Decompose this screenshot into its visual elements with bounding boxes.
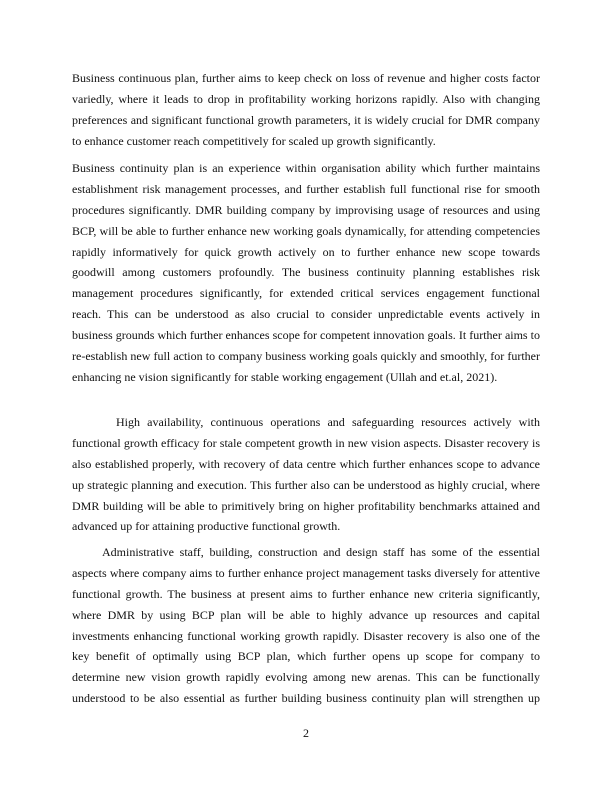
paragraph-3 [72, 412, 540, 537]
text-line: business grounds which further enhances scope for competent innovation goals. It further aims to [72, 328, 540, 343]
text-line: re-establish new full action to company business working goals quickly and smoothly, for further [72, 349, 540, 364]
text-line: Administrative staff, building, construction and design staff has some of the essential [102, 545, 540, 559]
text-line: rapidly informatively for quick growth actively on to further enhance new scope towards [72, 244, 540, 259]
paragraph-2 [72, 158, 540, 388]
text-line: to enhance customer reach competitively for scaled up growth significantly. [72, 133, 436, 148]
text-line: investments enhancing functional working growth rapidly. Disaster recovery is also one of the [72, 628, 540, 643]
text-line: BCP, will be able to further enhance new working goals dynamically, for attending competencies [72, 223, 540, 238]
text-line: variedly, where it leads to drop in profitability working horizons rapidly. Also with changing [72, 91, 540, 106]
text-line: management procedures significantly, for extended critical services engagement functional [72, 286, 540, 301]
text-line: preferences and significant functional growth parameters, it is widely crucial for DMR company [72, 112, 540, 127]
text-line: determine new vision growth rapidly evolving among new arenas. This can be functionally [72, 670, 540, 685]
text-line: goodwill among customers profoundly. The business continuity planning establishes risk [72, 265, 540, 280]
paragraph-1 [72, 68, 540, 152]
text-line: procedures significantly. DMR building company by improvising usage of resources and using [72, 202, 540, 217]
text-line: where DMR by using BCP plan will be able to highly advance up resources and capital [72, 607, 540, 622]
text-line: Business continuity plan is an experience within organisation ability which further maintains [72, 161, 540, 175]
text-line: key benefit of optimally using BCP plan, which further opens up scope for company to [72, 649, 540, 664]
text-line: DMR building will be able to primitively bring on higher profitability benchmarks attained and [72, 498, 540, 513]
text-line: Business continuous plan, further aims to keep check on loss of revenue and higher costs factor [72, 71, 540, 85]
text-line: functional growth efficacy for stale competent growth in new vision aspects. Disaster recovery is [72, 435, 540, 450]
text-line: functional growth. The business at present aims to further enhance new criteria significantly, [72, 586, 540, 601]
text-line: enhancing ne vision significantly for stable working engagement (Ullah and et.al, 2021). [72, 369, 498, 384]
text-line: High availability, continuous operations and safeguarding resources actively with [116, 415, 540, 429]
text-line: aspects where company aims to further enhance project management tasks diversely for attentive [72, 565, 540, 580]
text-line: understood to be also essential as further building business continuity plan will strengthen up [72, 691, 540, 706]
text-line: advanced up for attaining productive functional growth. [72, 519, 341, 534]
text-line: up strategic planning and execution. This further also can be understood as highly crucial, where [72, 477, 540, 492]
text-line: establishment risk management processes, and further establish full functional rise for smooth [72, 181, 540, 196]
text-line: also established properly, with recovery of data centre which further enhances scope to advance [72, 456, 540, 471]
paragraph-4 [72, 542, 540, 709]
page-number: 2 [303, 726, 309, 740]
text-line: reach. This can be understood as also crucial to consider unpredictable events actively in [72, 307, 540, 322]
